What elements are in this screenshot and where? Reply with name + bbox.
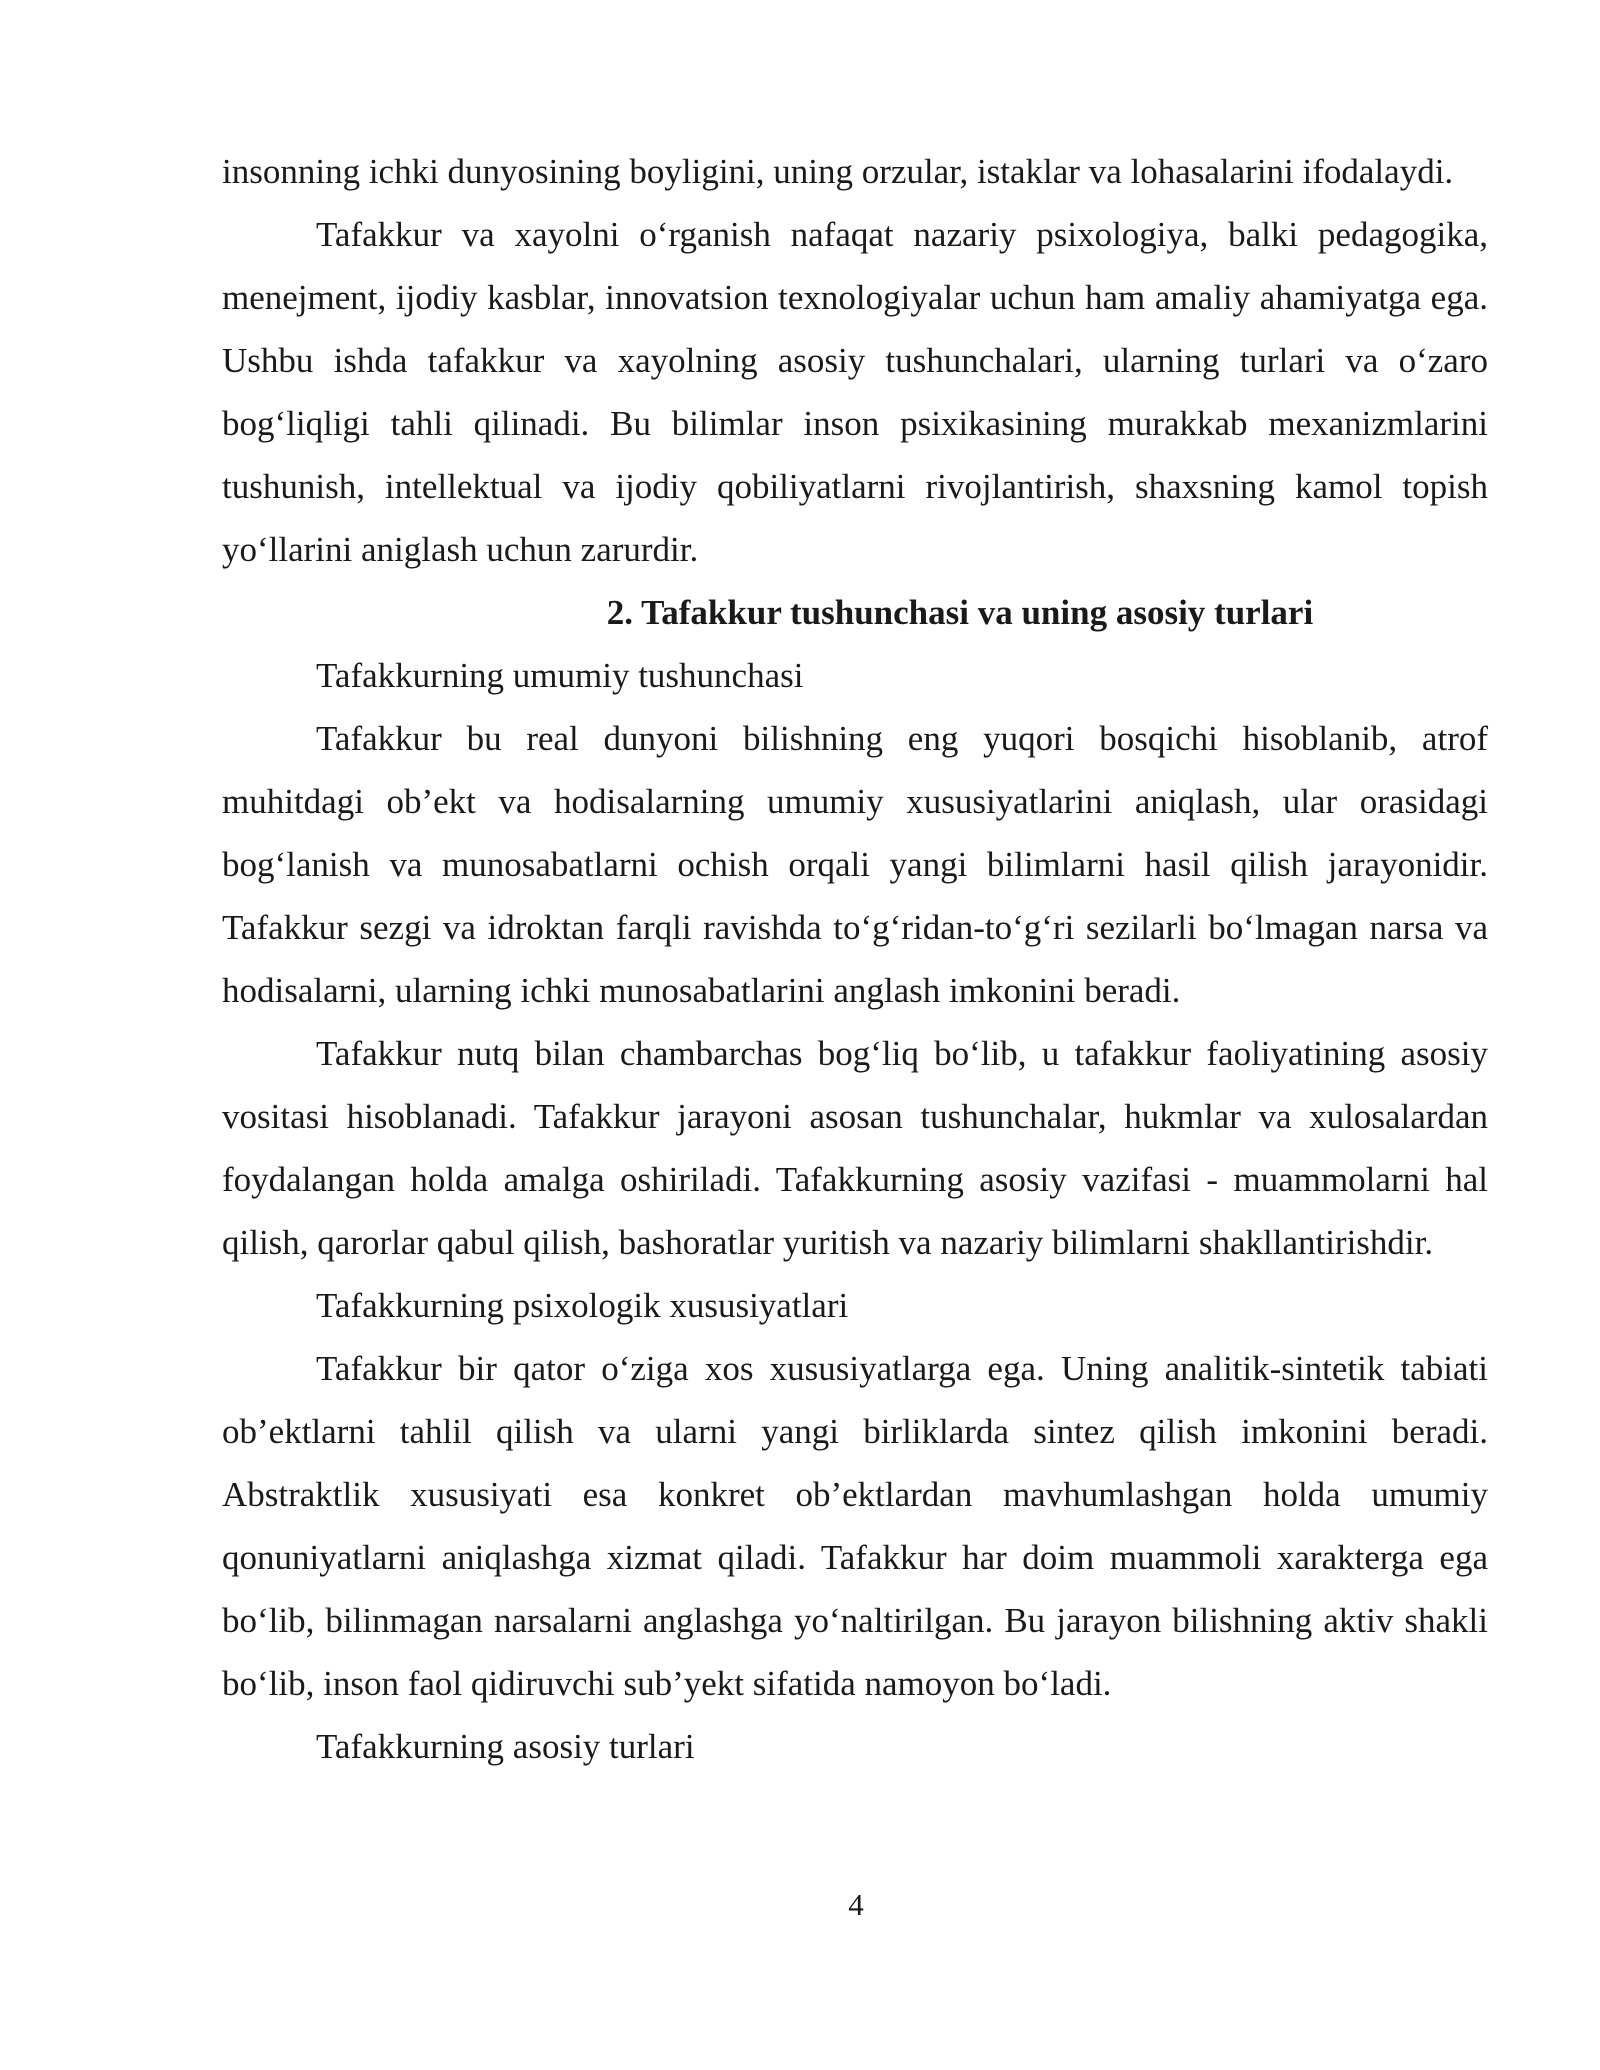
intro-paragraph: Tafakkur va xayolni o‘rganish nafaqat nazariy psixologiya, balki pedagogika, menejment, ijodiy kasblar, innovatsion texnologiyalar uchun ham amaliy ahamiyatga ega. Ushbu ishda tafakkur va xayolning asosiy tushunchalari, ularning turlari va o‘zaro bog‘liqligi tahli qilinadi. Bu bilimlar inson psixikasining murakkab mexanizmlarini tushunish, intellektual va ijodiy qobiliyatlarni rivojlantirish, shaxsning kamol topish yo‘llarini aniglash uchun zarurdir. <box>222 215 1488 569</box>
body-paragraph-2: Tafakkur nutq bilan chambarchas bog‘liq bo‘lib, u tafakkur faoliyatining asosiy vositasi hisoblanadi. Tafakkur jarayoni asosan tushunchalar, hukmlar va xulosalardan foydalangan holda amalga oshiriladi. Tafakkurning asosiy vazifasi - muammolarni hal qilish, qarorlar qabul qilish, bashoratlar yuritish va nazariy bilimlarni shakllantirishdir. <box>222 1034 1488 1262</box>
subheading-main-types: Tafakkurning asosiy turlari <box>316 1727 695 1766</box>
page-number: 4 <box>848 1887 864 1922</box>
section-heading: 2. Tafakkur tushunchasi va uning asosiy turlari <box>606 593 1314 632</box>
body-paragraph-3: Tafakkur bir qator o‘ziga xos xususiyatlarga ega. Uning analitik-sintetik tabiati ob’ektlarni tahlil qilish va ularni yangi birliklarda sintez qilish imkonini beradi. Abstraktlik xususiyati esa konkret ob’ektlardan mavhumlashgan holda umumiy qonuniyatlarni aniqlashga xizmat qiladi. Tafakkur har doim muammoli xarakterga ega bo‘lib, bilinmagan narsalarni anglashga yo‘naltirilgan. Bu jarayon bilishning aktiv shakli bo‘lib, inson faol qidiruvchi sub’yekt sifatida namoyon bo‘ladi. <box>222 1349 1488 1703</box>
intro-continuation-paragraph: insonning ichki dunyosining boyligini, uning orzular, istaklar va lohasalarini ifodalaydi. <box>222 152 1454 191</box>
body-paragraph-1: Tafakkur bu real dunyoni bilishning eng yuqori bosqichi hisoblanib, atrof muhitdagi ob’ekt va hodisalarning umumiy xususiyatlarini aniqlash, ular orasidagi bog‘lanish va munosabatlarni ochish orqali yangi bilimlarni hasil qilish jarayonidir. Tafakkur sezgi va idroktan farqli ravishda to‘g‘ridan-to‘g‘ri sezilarli bo‘lmagan narsa va hodisalarni, ularning ichki munosabatlarini anglash imkonini beradi. <box>222 719 1488 1010</box>
document-page <box>222 140 1488 1778</box>
subheading-psychological-features: Tafakkurning psixologik xususiyatlari <box>316 1286 849 1325</box>
subheading-general-concept: Tafakkurning umumiy tushunchasi <box>316 656 804 695</box>
